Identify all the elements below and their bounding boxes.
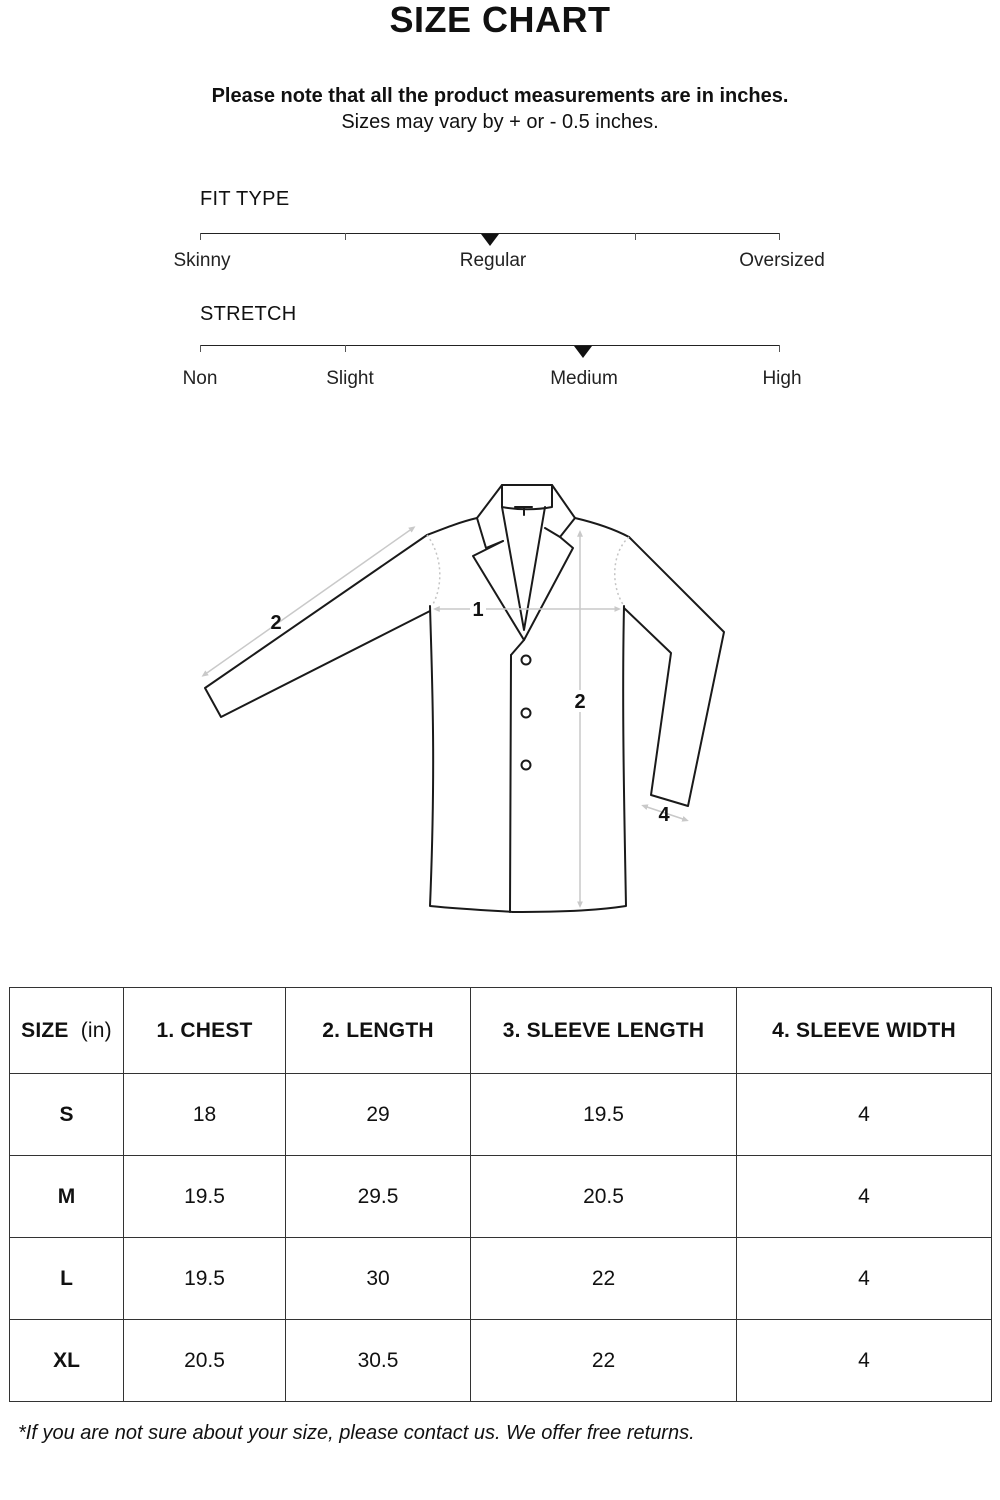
measurement-note: Please note that all the product measurements are in inches. [211, 85, 789, 107]
stretch-label-medium: Medium [550, 368, 618, 389]
sleeve-width-cell: 4 [737, 1156, 992, 1238]
sleeve-length-cell: 22 [471, 1238, 737, 1320]
header-size-unit: (in) [80, 1018, 112, 1042]
fit-type-title: FIT TYPE [200, 188, 290, 210]
table-header-row [10, 988, 992, 1074]
jacket-right-sleeve [624, 537, 724, 806]
stretch-tick [345, 345, 346, 352]
header-length: 2. LENGTH [286, 988, 471, 1074]
stretch-title: STRETCH [200, 303, 297, 325]
sleeve-width-marker-label: 4 [658, 804, 670, 826]
sleeve-length-cell: 19.5 [471, 1074, 737, 1156]
jacket-left-sleeve [205, 535, 430, 717]
jacket-button [522, 761, 531, 770]
header-size: SIZE (in) [10, 988, 124, 1074]
jacket-placket [510, 655, 511, 912]
stretch-tick [779, 345, 780, 352]
fit-type-tick [779, 233, 780, 240]
chest-cell: 20.5 [124, 1320, 286, 1402]
header-sleeve-width: 4. SLEEVE WIDTH [737, 988, 992, 1074]
fit-type-marker [481, 234, 499, 246]
stretch-track [200, 345, 780, 346]
chest-marker-label: 1 [472, 599, 484, 621]
jacket-body-outline [430, 606, 626, 912]
stretch-tick [200, 345, 201, 352]
stretch-marker [574, 346, 592, 358]
stretch-label-high: High [762, 368, 802, 389]
sleeve-width-cell: 4 [737, 1074, 992, 1156]
jacket-shoulders [427, 518, 629, 537]
length-cell: 29 [286, 1074, 471, 1156]
chest-cell: 19.5 [124, 1156, 286, 1238]
table-row [10, 1156, 992, 1238]
size-table [9, 987, 992, 1402]
jacket-button [522, 709, 531, 718]
sleeve-length-cell: 22 [471, 1320, 737, 1402]
fit-type-label-oversized: Oversized [739, 250, 825, 271]
sleeve-width-cell: 4 [737, 1320, 992, 1402]
header-chest: 1. CHEST [124, 988, 286, 1074]
length-cell: 29.5 [286, 1156, 471, 1238]
chest-cell: 18 [124, 1074, 286, 1156]
sleeve-width-cell: 4 [737, 1238, 992, 1320]
length-marker-label: 2 [574, 691, 586, 713]
footnote: *If you are not sure about your size, please contact us. We offer free returns. [18, 1422, 695, 1444]
fit-type-label-skinny: Skinny [173, 250, 231, 271]
jacket-diagram [0, 470, 1000, 930]
size-cell: XL [10, 1320, 124, 1402]
jacket-button [522, 656, 531, 665]
fit-type-tick [635, 233, 636, 240]
size-cell: M [10, 1156, 124, 1238]
fit-type-tick [200, 233, 201, 240]
fit-type-label-regular: Regular [459, 250, 527, 271]
table-row [10, 1238, 992, 1320]
sleeve-length-measure-line [204, 528, 413, 675]
fit-type-tick [345, 233, 346, 240]
jacket-collar [477, 485, 575, 537]
page-title: SIZE CHART [389, 0, 611, 40]
table-row [10, 1074, 992, 1156]
variance-note: Sizes may vary by + or - 0.5 inches. [341, 111, 659, 133]
stretch-label-non: Non [182, 368, 218, 389]
size-cell: S [10, 1074, 124, 1156]
table-row [10, 1320, 992, 1402]
stretch-label-slight: Slight [326, 368, 374, 389]
sleeve-length-marker-label: 2 [270, 612, 282, 634]
chest-cell: 19.5 [124, 1238, 286, 1320]
header-sleeve-length: 3. SLEEVE LENGTH [471, 988, 737, 1074]
sleeve-length-cell: 20.5 [471, 1156, 737, 1238]
size-cell: L [10, 1238, 124, 1320]
length-cell: 30.5 [286, 1320, 471, 1402]
length-cell: 30 [286, 1238, 471, 1320]
